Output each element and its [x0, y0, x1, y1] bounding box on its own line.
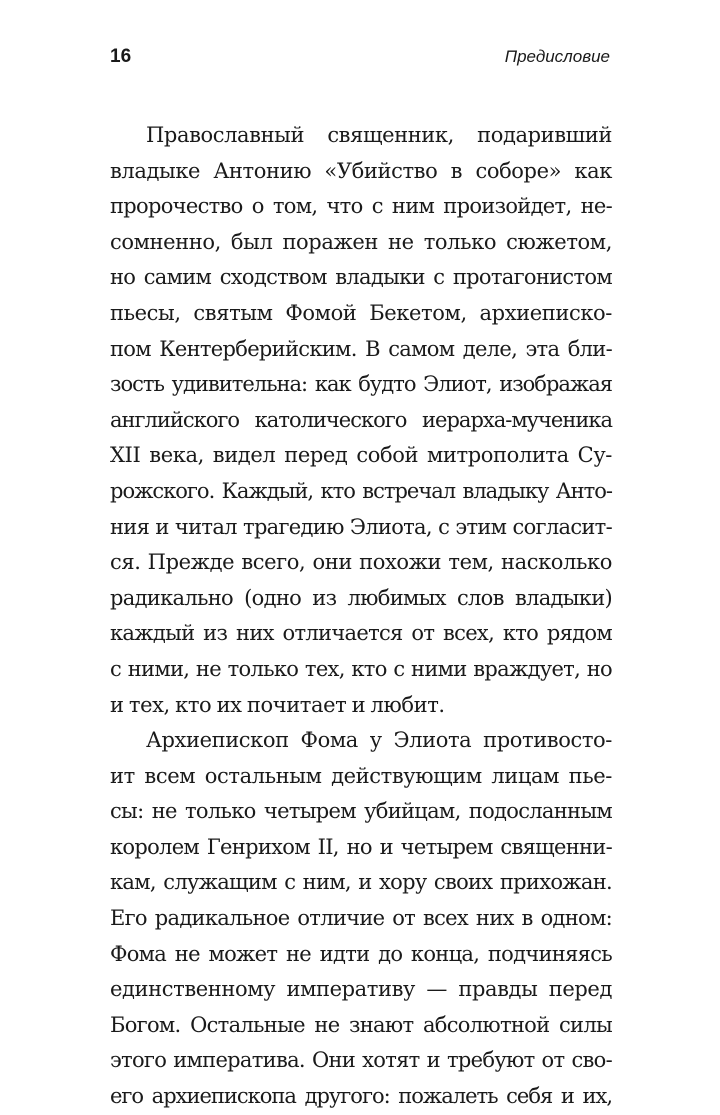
text-line: Архиепископ Фома у Элиота противосто- — [146, 728, 612, 753]
running-head — [110, 46, 610, 76]
text-line: единственному императиву — правды перед — [110, 977, 612, 1002]
text-line: английского католического иерарха-мученика — [110, 407, 612, 432]
text-line: ся. Прежде всего, они похожи тем, насколько — [110, 550, 612, 575]
text-line: ния и читал трагедию Элиота, с этим согласит- — [110, 514, 612, 539]
text-line: Фома не может не идти до конца, подчиняясь — [110, 941, 612, 966]
text-line: королем Генрихом II, но и четырем священни- — [110, 834, 612, 859]
text-line: кам, служащим с ним, и хору своих прихожан. — [110, 870, 612, 895]
body-text — [110, 118, 612, 1115]
text-line: владыке Антонию «Убийство в соборе» как — [110, 158, 612, 183]
text-line: пом Кентерберийским. В самом деле, эта бли- — [110, 336, 612, 361]
text-line: этого императива. Они хотят и требуют от сво- — [110, 1048, 612, 1073]
text-line: сомненно, был поражен не только сюжетом, — [110, 229, 612, 254]
text-line: зость удивительна: как будто Элиот, изображая — [110, 372, 612, 397]
text-line: каждый из них отличается от всех, кто рядом — [110, 621, 612, 646]
text-line: XII века, видел перед собой митрополита Су- — [110, 443, 612, 468]
text-line: но самим сходством владыки с протагонистом — [110, 265, 612, 290]
text-line: сы: не только четырем убийцам, подосланным — [110, 799, 612, 824]
text-line: рожского. Каждый, кто встречал владыку Анто- — [110, 478, 612, 503]
text-line: радикально (одно из любимых слов владыки) — [110, 585, 612, 610]
text-line: с ними, не только тех, кто с ними враждует, но — [110, 656, 612, 681]
text-line: и тех, кто их почитает и любит. — [110, 692, 445, 717]
text-line: Его радикальное отличие от всех них в одном: — [110, 906, 612, 931]
section-title: Предисловие — [504, 47, 610, 66]
text-line: Православный священник, подаривший — [146, 123, 612, 147]
text-line: ит всем остальным действующим лицам пье- — [110, 763, 612, 788]
page-number: 16 — [110, 46, 132, 67]
text-line: Богом. Остальные не знают абсолютной силы — [110, 1012, 612, 1037]
text-line: пьесы, святым Фомой Бекетом, архиеписко- — [110, 300, 612, 325]
text-line: его архиепископа другого: пожалеть себя и их, — [110, 1084, 612, 1109]
text-line: пророчество о том, что с ним произойдет, не- — [110, 194, 612, 219]
